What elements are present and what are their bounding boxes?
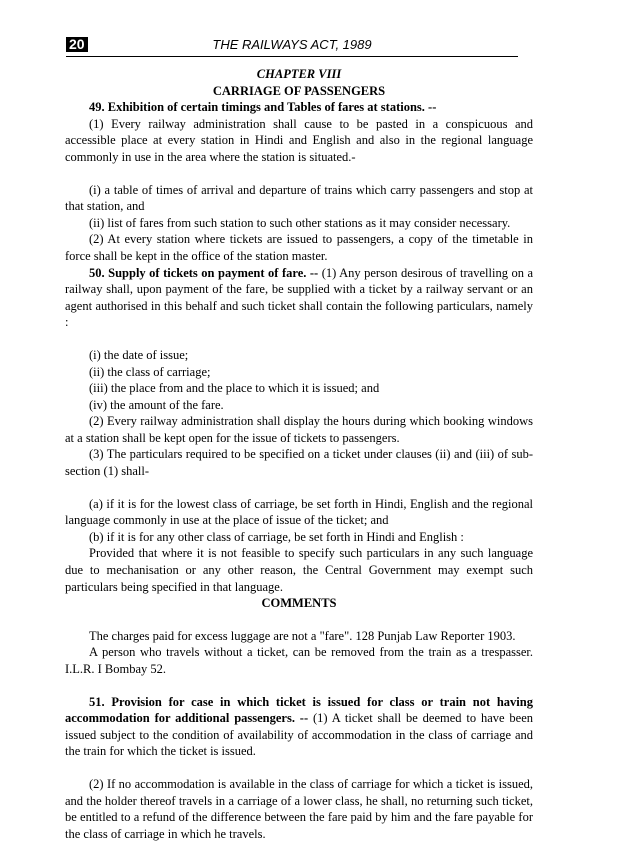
section-50-clause-b: (b) if it is for any other class of carriage, be set forth in Hindi and English : bbox=[89, 529, 464, 544]
section-51-sub-1: (1) A ticket shall be deemed to have been issued subject to the condition of availability of accommodation in the class of carriage and the train for which the ticket is issued. bbox=[65, 711, 533, 759]
section-50-clause-a: (a) if it is for the lowest class of carriage, be set forth in Hindi, English and the regional language commonly in use at the place of issue of the ticket; and bbox=[65, 496, 533, 528]
section-49-heading: 49. Exhibition of certain timings and Tables of fares at stations. -- bbox=[89, 100, 437, 115]
comment-2: A person who travels without a ticket, can be removed from the train as a trespasser. I.L.R. I Bombay 52. bbox=[65, 645, 533, 676]
comments-heading: COMMENTS bbox=[261, 596, 337, 611]
section-49-clause-i: (i) a table of times of arrival and departure of trains which carry passengers and stop at that station, and bbox=[65, 182, 533, 214]
document-body bbox=[65, 66, 533, 842]
section-50-heading: 50. Supply of tickets on payment of fare. -- bbox=[89, 265, 319, 280]
section-49-sub-2: (2) At every station where tickets are issued to passengers, a copy of the timetable in force shall be kept in the office of the station master. bbox=[65, 232, 533, 263]
comment-1: The charges paid for excess luggage are not a "fare". 128 Punjab Law Reporter 1903. bbox=[89, 628, 516, 643]
page-number: 20 bbox=[66, 37, 88, 52]
section-50-proviso: Provided that where it is not feasible to specify such particulars in any such language due to mechanisation or any other reason, the Central Government may exempt such particulars being specified in that language. bbox=[65, 546, 533, 594]
section-51-paragraph bbox=[65, 694, 533, 760]
section-50-sub-3: (3) The particulars required to be specified on a ticket under clauses (ii) and (iii) of sub-section (1) shall- bbox=[65, 447, 533, 479]
section-49-sub-1: (1) Every railway administration shall cause to be pasted in a conspicuous and accessible place at every station in Hindi and English and also in the regional language commonly in use in the area where the station is situated.- bbox=[65, 116, 533, 164]
ticket-particular-item: (i) the date of issue; bbox=[89, 347, 189, 362]
ticket-particular-item: (iv) the amount of the fare. bbox=[89, 397, 224, 412]
section-51-heading: 51. Provision for case in which ticket is issued for class or train not having accommodation for additional passengers. -- bbox=[65, 694, 533, 726]
section-51-sub-2: (2) If no accommodation is available in the class of carriage for which a ticket is issued, and the holder thereof travels in a carriage of a lower class, he shall, no returning such ticket, be entitled to a refund of the difference between the fare paid by him and the fare payable for the class of carriage in which he travels. bbox=[65, 776, 533, 841]
ticket-particular-item: (ii) the class of carriage; bbox=[89, 364, 211, 379]
section-49-clause-ii: (ii) list of fares from such station to such other stations as it may consider necessary. bbox=[89, 215, 511, 230]
page-header bbox=[66, 36, 518, 57]
ticket-particular-item: (iii) the place from and the place to which it is issued; and bbox=[89, 381, 380, 396]
section-50-paragraph bbox=[65, 265, 533, 331]
chapter-number: CHAPTER VIII bbox=[256, 67, 342, 81]
section-50-sub-1: (1) Any person desirous of travelling on a railway shall, upon payment of the fare, be supplied with a ticket by a railway servant or an agent authorised in this behalf and such ticket shall contain the following particulars, namely : bbox=[65, 265, 534, 330]
chapter-title: CARRIAGE OF PASSENGERS bbox=[212, 83, 386, 98]
section-50-sub-2: (2) Every railway administration shall display the hours during which booking windows at a station shall be kept open for the issue of tickets to passengers. bbox=[65, 414, 533, 445]
running-title: THE RAILWAYS ACT, 1989 bbox=[212, 37, 372, 52]
